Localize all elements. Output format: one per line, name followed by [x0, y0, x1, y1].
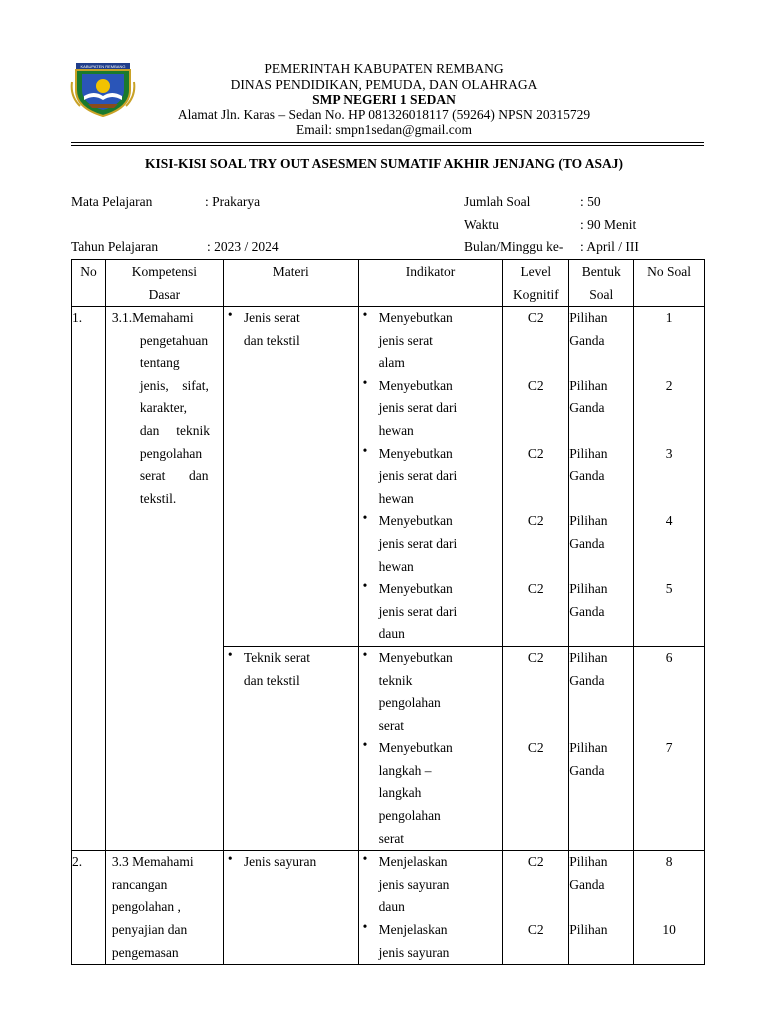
kompetensi-dasar-line: dan teknik	[139, 422, 211, 438]
indikator-line: hewan	[378, 558, 414, 574]
jumlah-label: Jumlah Soal	[464, 194, 531, 209]
level-value: C2	[527, 513, 544, 529]
indikator-bullet	[359, 737, 503, 850]
indikator-line: jenis serat dari	[378, 468, 458, 484]
bentuk-cell	[569, 851, 634, 965]
table-row	[72, 307, 705, 647]
header-level-kognitif: Level Kognitif	[503, 260, 569, 307]
bulan-value: : April / III	[580, 239, 639, 254]
spacer	[634, 420, 704, 443]
mapel-value: : Prakarya	[205, 194, 261, 209]
spacer	[503, 397, 568, 420]
spacer	[634, 805, 704, 828]
document-title: KISI-KISI SOAL TRY OUT ASESMEN SUMATIF AKHIR JENJANG (TO ASAJ)	[144, 156, 623, 171]
no-soal-value: 8	[665, 854, 673, 870]
indikator-line: daun	[378, 626, 405, 642]
materi-line: • Teknik serat	[243, 649, 311, 665]
indikator-bullet	[359, 919, 503, 964]
indikator-bullet	[359, 443, 503, 511]
spacer	[569, 715, 633, 738]
indikator-line: langkah	[378, 785, 422, 801]
row-number	[72, 851, 106, 965]
indikator-line: hewan	[378, 422, 414, 438]
kompetensi-dasar-line: 3.1.Memahami	[111, 310, 194, 325]
kompetensi-dasar-line: 3.3 Memahami	[111, 854, 194, 870]
kompetensi-dasar-line: penyajian dan	[111, 922, 188, 938]
waktu-label: Waktu	[464, 217, 499, 232]
spacer	[634, 828, 704, 851]
kompetensi-dasar-line: tentang	[139, 355, 180, 371]
indikator-line: • Menjelaskan	[378, 922, 448, 938]
letterhead-school: SMP NEGERI 1 SEDAN	[312, 92, 456, 107]
no-soal-cell	[634, 307, 705, 647]
indikator-line: • Menyebutkan	[378, 310, 453, 325]
no-soal-value: 4	[665, 513, 673, 529]
spacer	[634, 465, 704, 488]
bentuk-line: Pilihan	[569, 377, 608, 393]
bentuk-line: Pilihan	[569, 922, 608, 938]
materi-line: • Jenis sayuran	[243, 854, 317, 870]
indikator-cell	[358, 307, 503, 647]
header-divider-double	[71, 145, 704, 146]
spacer	[569, 556, 633, 579]
indikator-bullet	[359, 307, 503, 375]
header-materi: Materi	[223, 260, 358, 307]
spacer	[634, 942, 704, 965]
spacer	[503, 556, 568, 579]
kompetensi-dasar-line: rancangan	[111, 876, 168, 892]
kompetensi-dasar-cell	[105, 307, 223, 851]
bentuk-line: Ganda	[569, 762, 605, 778]
kompetensi-dasar-cell	[105, 851, 223, 965]
spacer	[569, 488, 633, 511]
spacer	[503, 896, 568, 919]
bentuk-line: Pilihan	[569, 445, 608, 461]
spacer	[569, 352, 633, 375]
indikator-line: • Menyebutkan	[378, 445, 453, 461]
no-soal-value: 7	[665, 740, 673, 756]
bentuk-line: Pilihan	[569, 310, 608, 325]
indikator-line: serat	[378, 717, 405, 733]
bentuk-cell	[569, 646, 634, 850]
indikator-bullet	[359, 375, 503, 443]
spacer	[503, 874, 568, 897]
indikator-line: • Menyebutkan	[378, 740, 453, 756]
indikator-bullet	[359, 647, 503, 737]
spacer	[634, 533, 704, 556]
bentuk-line: Ganda	[569, 468, 605, 484]
spacer	[634, 397, 704, 420]
row-number-text: 1.	[72, 310, 83, 325]
no-soal-value: 10	[662, 922, 676, 938]
no-soal-value: 2	[665, 377, 673, 393]
kompetensi-dasar-line: pengemasan	[111, 944, 179, 960]
no-soal-value: 5	[665, 581, 673, 597]
materi-line: dan tekstil	[243, 672, 300, 688]
spacer	[503, 488, 568, 511]
indikator-line: • Menjelaskan	[378, 854, 448, 870]
kompetensi-dasar-line: tekstil.	[139, 490, 177, 506]
spacer	[503, 601, 568, 624]
spacer	[503, 465, 568, 488]
indikator-line: jenis serat	[378, 332, 433, 348]
spacer	[503, 623, 568, 646]
spacer	[569, 942, 633, 965]
header-kompetensi-dasar: Kompetensi Dasar	[105, 260, 223, 307]
letterhead-email: Email: smpn1sedan@gmail.com	[296, 122, 472, 137]
spacer	[503, 715, 568, 738]
letterhead-address: Alamat Jln. Karas – Sedan No. HP 081326018117 (59264) NPSN 20315729	[177, 107, 591, 122]
spacer	[503, 670, 568, 693]
header-no: No	[72, 260, 106, 307]
indikator-line: alam	[378, 355, 405, 371]
level-value: C2	[527, 445, 544, 461]
header-indikator: Indikator	[358, 260, 503, 307]
bentuk-line: Ganda	[569, 535, 605, 551]
spacer	[634, 352, 704, 375]
materi-cell	[223, 646, 358, 850]
tahun-label: Tahun Pelajaran	[71, 239, 159, 254]
spacer	[503, 330, 568, 353]
level-value: C2	[527, 922, 544, 938]
no-soal-value: 1	[665, 310, 673, 325]
indikator-line: serat	[378, 830, 405, 846]
spacer	[569, 896, 633, 919]
indikator-line: daun	[378, 899, 405, 915]
indikator-cell	[358, 646, 503, 850]
spacer	[634, 782, 704, 805]
indikator-line: hewan	[378, 490, 414, 506]
indikator-line: jenis serat dari	[378, 400, 458, 416]
bentuk-line: Pilihan	[569, 513, 608, 529]
no-soal-cell	[634, 851, 705, 965]
kompetensi-dasar-line: jenis, sifat,	[139, 377, 209, 393]
table-header-row	[72, 260, 705, 307]
level-value: C2	[527, 649, 544, 665]
kompetensi-dasar-line: karakter,	[139, 400, 187, 416]
jumlah-value: : 50	[580, 194, 601, 209]
svg-text:KABUPATEN REMBANG: KABUPATEN REMBANG	[80, 64, 126, 69]
no-soal-cell	[634, 646, 705, 850]
bentuk-line: Pilihan	[569, 581, 608, 597]
row-number	[72, 307, 106, 851]
indikator-line: • Menyebutkan	[378, 581, 453, 597]
bentuk-line: Ganda	[569, 332, 605, 348]
indikator-line: langkah –	[378, 762, 432, 778]
spacer	[503, 352, 568, 375]
spacer	[503, 533, 568, 556]
indikator-bullet	[359, 578, 503, 646]
indikator-line: pengolahan	[378, 695, 441, 711]
row-number-text: 2.	[72, 854, 83, 870]
spacer	[503, 420, 568, 443]
level-cell	[503, 646, 569, 850]
bentuk-line: Pilihan	[569, 649, 608, 665]
level-value: C2	[527, 854, 544, 870]
spacer	[634, 670, 704, 693]
level-value: C2	[527, 310, 544, 325]
spacer	[569, 828, 633, 851]
indikator-line: jenis serat dari	[378, 603, 458, 619]
spacer	[503, 692, 568, 715]
kompetensi-dasar-line: pengolahan ,	[111, 899, 181, 915]
materi-cell	[223, 851, 358, 965]
bentuk-line: Pilihan	[569, 854, 608, 870]
kompetensi-dasar-line: pengetahuan	[139, 332, 209, 348]
spacer	[634, 623, 704, 646]
spacer	[634, 488, 704, 511]
materi-bullet	[224, 307, 358, 352]
indikator-line: jenis serat dari	[378, 535, 458, 551]
spacer	[634, 874, 704, 897]
kompetensi-dasar-line: serat dan	[139, 468, 209, 484]
spacer	[634, 692, 704, 715]
spacer	[503, 828, 568, 851]
spacer	[634, 601, 704, 624]
spacer	[569, 623, 633, 646]
spacer	[569, 782, 633, 805]
header-bentuk-soal: Bentuk Soal	[569, 260, 634, 307]
materi-bullet	[224, 647, 358, 692]
materi-bullet	[224, 851, 358, 874]
indikator-line: • Menyebutkan	[378, 377, 453, 393]
header-no-soal: No Soal	[634, 260, 705, 307]
spacer	[634, 330, 704, 353]
bentuk-cell	[569, 307, 634, 647]
level-cell	[503, 851, 569, 965]
bentuk-line: Ganda	[569, 400, 605, 416]
letterhead-government: PEMERINTAH KABUPATEN REMBANG	[264, 61, 504, 76]
no-soal-value: 3	[665, 445, 673, 461]
spacer	[569, 420, 633, 443]
no-soal-value: 6	[665, 649, 673, 665]
spacer	[569, 692, 633, 715]
level-value: C2	[527, 377, 544, 393]
level-cell	[503, 307, 569, 647]
kompetensi-dasar-line: pengolahan	[139, 445, 203, 461]
level-value: C2	[527, 740, 544, 756]
indikator-line: jenis sayuran	[378, 944, 450, 960]
spacer	[634, 896, 704, 919]
tahun-value: : 2023 / 2024	[207, 239, 279, 254]
indikator-bullet	[359, 851, 503, 919]
letterhead-department: DINAS PENDIDIKAN, PEMUDA, DAN OLAHRAGA	[230, 77, 538, 92]
spacer	[634, 556, 704, 579]
waktu-value: : 90 Menit	[580, 217, 637, 232]
spacer	[634, 715, 704, 738]
bentuk-line: Ganda	[569, 876, 605, 892]
header-divider	[71, 142, 704, 143]
indikator-line: teknik	[378, 672, 413, 688]
spacer	[503, 805, 568, 828]
spacer	[634, 760, 704, 783]
spacer	[503, 760, 568, 783]
materi-line: dan tekstil	[243, 332, 300, 348]
bentuk-line: Ganda	[569, 603, 605, 619]
indikator-cell	[358, 851, 503, 965]
indikator-line: pengolahan	[378, 808, 441, 824]
indikator-bullet	[359, 510, 503, 578]
materi-cell	[223, 307, 358, 647]
kisi-kisi-table	[71, 259, 705, 965]
materi-line: • Jenis serat	[243, 310, 300, 325]
mapel-label: Mata Pelajaran	[71, 194, 153, 209]
indikator-line: jenis sayuran	[378, 876, 450, 892]
bulan-label: Bulan/Minggu ke-	[464, 239, 564, 254]
indikator-line: • Menyebutkan	[378, 513, 453, 529]
bentuk-line: Pilihan	[569, 740, 608, 756]
level-value: C2	[527, 581, 544, 597]
spacer	[569, 805, 633, 828]
bentuk-line: Ganda	[569, 672, 605, 688]
spacer	[503, 782, 568, 805]
indikator-line: • Menyebutkan	[378, 649, 453, 665]
spacer	[503, 942, 568, 965]
table-row	[72, 851, 705, 965]
